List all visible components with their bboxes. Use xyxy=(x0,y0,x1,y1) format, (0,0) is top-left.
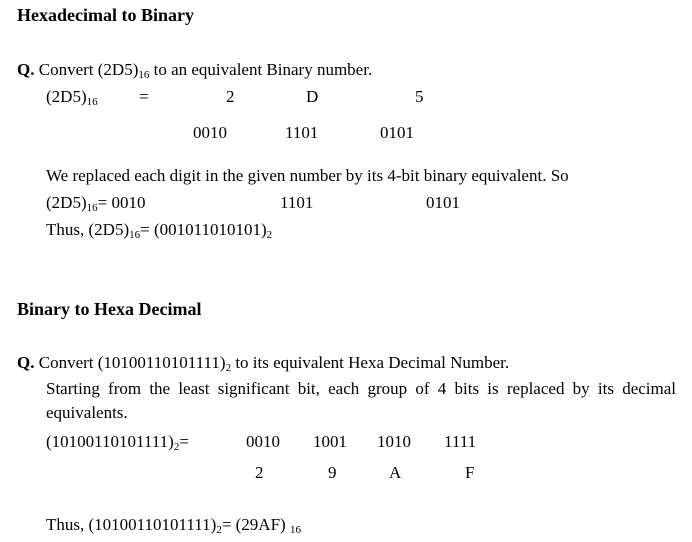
result-number xyxy=(46,193,145,213)
question-2-suffix: to its equivalent Hexa Decimal Number. xyxy=(231,353,510,372)
result-group: 0101 xyxy=(426,193,460,212)
thus-1 xyxy=(46,220,272,240)
hex-digit: A xyxy=(389,463,402,482)
question-1-prefix: Convert (2D5) xyxy=(38,60,139,79)
thus-2-middle: = (29AF) xyxy=(221,515,286,534)
mapping-number-base: 16 xyxy=(86,96,98,108)
thus-2-base: 2 xyxy=(216,524,222,536)
mapping-number-text: (2D5) xyxy=(46,87,87,106)
result-number-text: (2D5) xyxy=(46,193,87,212)
result-first-group: = 0010 xyxy=(97,193,146,212)
hex-digit: 2 xyxy=(255,463,264,482)
thus-2-prefix: Thus, (10100110101111) xyxy=(46,515,217,534)
groups-number-text: (10100110101111) xyxy=(46,432,174,451)
result-group: 1101 xyxy=(280,193,314,212)
binary-group: 1010 xyxy=(377,432,411,451)
explanation-1: We replaced each digit in the given number by its 4-bit binary equivalent. So xyxy=(46,166,569,185)
mapping-number xyxy=(46,87,98,107)
question-1-suffix: to an equivalent Binary number. xyxy=(149,60,373,79)
binary-group: 1111 xyxy=(444,432,477,451)
question-2 xyxy=(17,353,509,373)
question-2-base: 2 xyxy=(225,362,232,374)
groups-number-base: 2 xyxy=(173,441,180,453)
binary-group: 1001 xyxy=(313,432,347,451)
thus-2-result-base: 16 xyxy=(289,524,301,536)
hex-digit: 9 xyxy=(328,463,337,482)
heading-binary-to-hex: Binary to Hexa Decimal xyxy=(17,299,202,319)
thus-1-base: 16 xyxy=(129,229,141,241)
question-1-base: 16 xyxy=(138,69,150,81)
binary-group: 0010 xyxy=(193,123,227,142)
thus-2 xyxy=(46,515,301,535)
mapping-equals: = xyxy=(139,87,149,106)
q-label: Q. xyxy=(17,60,35,79)
groups-number xyxy=(46,432,189,452)
binary-group: 0101 xyxy=(380,123,414,142)
hex-digit: 5 xyxy=(415,87,424,106)
question-1 xyxy=(17,60,372,80)
hex-digit: 2 xyxy=(226,87,235,106)
binary-group: 1101 xyxy=(285,123,319,142)
thus-1-prefix: Thus, (2D5) xyxy=(46,220,130,239)
q-label: Q. xyxy=(17,353,35,372)
result-number-base: 16 xyxy=(86,202,98,214)
groups-equals: = xyxy=(179,432,189,451)
thus-1-result-base: 2 xyxy=(266,229,273,241)
explanation-2: Starting from the least significant bit, each group of 4 bits is replaced by its decimal equivalents. xyxy=(46,379,676,422)
question-2-prefix: Convert (10100110101111) xyxy=(38,353,226,372)
heading-hex-to-binary: Hexadecimal to Binary xyxy=(17,5,194,25)
thus-1-middle: = (001011010101) xyxy=(140,220,267,239)
hex-digit: F xyxy=(465,463,475,482)
binary-group: 0010 xyxy=(246,432,280,451)
hex-digit: D xyxy=(306,87,319,106)
